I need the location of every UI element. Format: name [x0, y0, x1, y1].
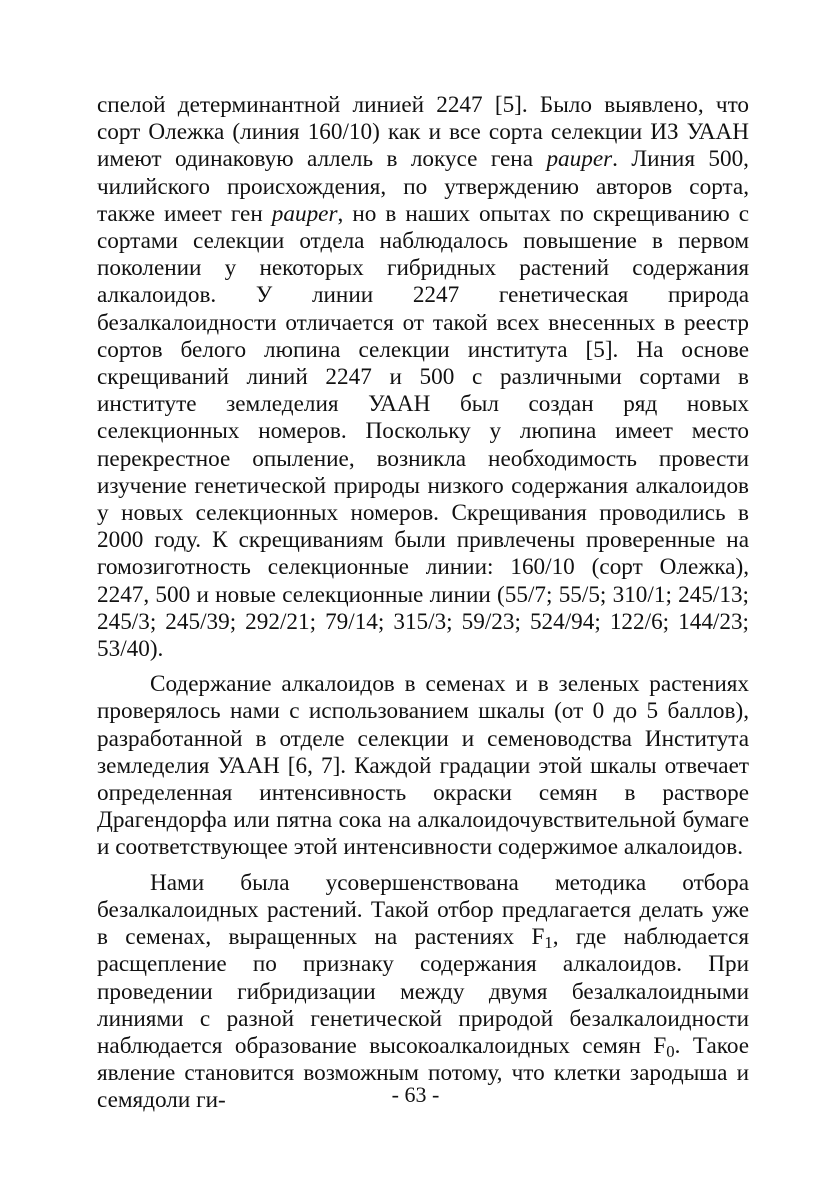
text-run: Нами была усовершенствована методика отбора безалкалоидных растений. Такой отбор предлагается делать уже в семенах, выращенных на растениях F	[97, 869, 749, 951]
text-run: , где наблюдается расщепление по признаку содержания алкалоидов. При проведении гибридизации между двумя безалкалоидными линиями с разной генетической природой безалкалоидности наблюдается образование высокоалкалоидных семян F	[97, 924, 749, 1059]
subscript: 0	[666, 1042, 675, 1062]
document-page	[97, 92, 749, 1115]
page-number: - 63 -	[391, 1082, 440, 1107]
italic-term: pauper	[546, 146, 613, 173]
paragraph	[97, 870, 749, 1115]
paragraph	[97, 92, 749, 663]
text-run: . Такое явление становится возможным потому, что клетки зародыша и семядоли ги-	[97, 1032, 749, 1114]
paragraph	[97, 671, 749, 861]
text-run: Содержание алкалоидов в семенах и в зеленых растениях проверялось нами с использованием шкалы (от 0 до 5 баллов), разработанной в отделе селекции и семеноводства Института земледелия УААН [6, 7]. Каждой градации этой шкалы отвечает определенная интенсивность окраски семян в растворе Драгендорфа или пятна сока на алкалоидочувствительной бумаге и соответствующее этой интенсивности содержимое алкалоидов.	[97, 671, 749, 861]
italic-term: pauper	[271, 200, 338, 227]
text-run: , но в наших опытах по скрещиванию с сортами селекции отдела наблюдалось повышение в первом поколении у некоторых гибридных растений содержания алкалоидов. У линии 2247 генетическая природа безалкалоидности отличается от такой всех внесенных в реестр сортов белого люпина селекции института [5]. На основе скрещиваний линий 2247 и 500 с различными сортами в институте земледелия УААН был создан ряд новых селекционных номеров. Поскольку у люпина имеет место перекрестное опыление, возникла необходимость провести изучение генетической природы низкого содержания алкалоидов у новых селекционных номеров. Скрещивания проводились в 2000 году. К скрещиваниям были привлечены проверенные на гомозиготность селекционные линии: 160/10 (сорт Олежка), 2247, 500 и новые селекционные линии (55/7; 55/5; 310/1; 245/13; 245/3; 245/39; 292/21; 79/14; 315/3; 59/23; 524/94; 122/6; 144/23; 53/40).	[97, 200, 750, 663]
text-run: . Линия 500, чилийского происхождения, по утверждению авторов сорта, также имеет ген	[97, 146, 749, 227]
text-run: спелой детерминантной линией 2247 [5]. Было выявлено, что сорт Олежка (линия 160/10) как и все сорта селекции ИЗ УААН имеют одинаковую аллель в локусе гена	[97, 92, 749, 173]
subscript: 1	[544, 933, 553, 953]
